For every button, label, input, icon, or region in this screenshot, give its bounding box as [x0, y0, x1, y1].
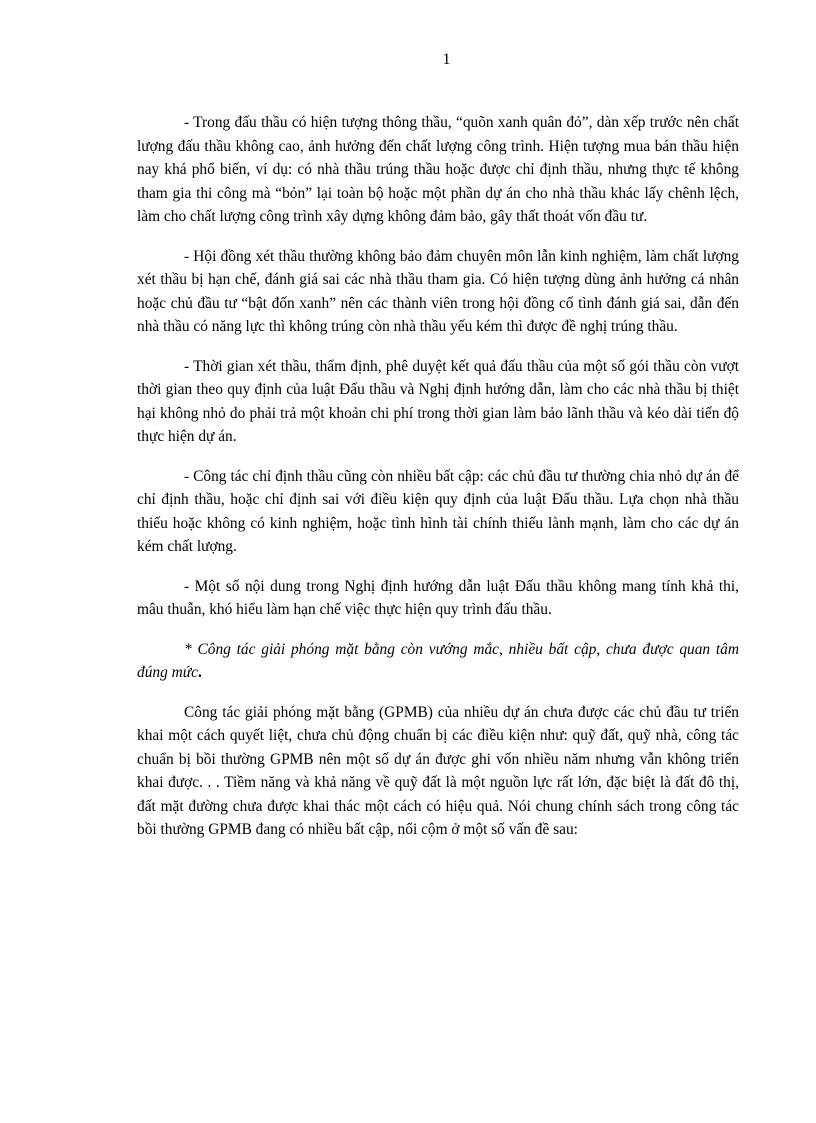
paragraph-site-clearance: Công tác giải phóng mặt bằng (GPMB) của nhiều dự án chưa được các chủ đầu tư triển khai một cách quyết liệt, chưa chủ động chuẩn bị các điều kiện như: quỹ đất, quỹ nhà, công tác chuẩn bị bồi thường GPMB nên một số dự án được ghi vốn nhiều năm nhưng vẫn không triển khai được. . . Tiềm năng và khả năng về quỹ đất là một nguồn lực rất lớn, đặc biệt là đất đô thị, đất mặt đường chưa được khai thác một cách có hiệu quả. Nói chung chính sách trong công tác bồi thường GPMB đang có nhiều bất cập, nổi cộm ở một số vấn đề sau: — [137, 703, 739, 838]
document-body — [137, 111, 739, 858]
page-number: 1 — [442, 51, 451, 68]
paragraph-decree-content: - Một số nội dung trong Nghị định hướng dẫn luật Đấu thầu không mang tính khả thi, mâu thuẫn, khó hiểu làm hạn chế việc thực hiện quy trình đấu thầu. — [137, 577, 739, 618]
paragraph-evaluation-time: - Thời gian xét thầu, thẩm định, phê duyệt kết quả đấu thầu của một số gói thầu còn vượt thời gian theo quy định của luật Đấu thầu và Nghị định hướng dẫn, làm cho các nhà thầu bị thiệt hại không nhỏ do phải trả một khoản chi phí trong thời gian làm bảo lãnh thầu và kéo dài tiến độ thực hiện dự án. — [137, 357, 739, 445]
paragraph-bid-council: - Hội đồng xét thầu thường không bảo đảm chuyên môn lẫn kinh nghiệm, làm chất lượng xét thầu bị hạn chế, đánh giá sai các nhà thầu tham gia. Có hiện tượng dùng ảnh hưởng cá nhân hoặc chủ đầu tư “bật đốn xanh” nên các thành viên trong hội đồng cố tình đánh giá sai, dẫn đến nhà thầu có năng lực thì không trúng còn nhà thầu yếu kém thì được đề nghị trúng thầu. — [137, 247, 739, 335]
paragraph-direct-appointment: - Công tác chỉ định thầu cũng còn nhiều bất cập: các chủ đầu tư thường chia nhỏ dự án để chỉ định thầu, hoặc chỉ định sai với điều kiện quy định của luật Đấu thầu. Lựa chọn nhà thầu thiếu hoặc không có kinh nghiệm, hoặc tình hình tài chính thiếu lành mạnh, làm cho các dự án kém chất lượng. — [137, 467, 739, 555]
paragraph-bid-collusion: - Trong đấu thầu có hiện tượng thông thầu, “quõn xanh quân đỏ”, dàn xếp trước nên chất lượng đấu thầu không cao, ảnh hưởng đến chất lượng công trình. Hiện tượng mua bán thầu hiện nay khá phổ biến, ví dụ: có nhà thầu trúng thầu hoặc được chỉ định thầu, nhưng thực tế không tham gia thi công mà “bỏn” lại toàn bộ hoặc một phần dự án cho nhà thầu khác lấy chênh lệch, làm cho chất lượng công trình xây dựng không đảm bảo, gây thất thoát vốn đầu tư. — [137, 114, 739, 225]
section-heading-text: * Công tác giải phóng mặt bằng còn vướng mắc, nhiều bất cập, chưa được quan tâm đúng mức — [137, 640, 739, 681]
section-heading-end-mark: . — [197, 664, 202, 681]
section-heading-site-clearance — [137, 638, 739, 685]
